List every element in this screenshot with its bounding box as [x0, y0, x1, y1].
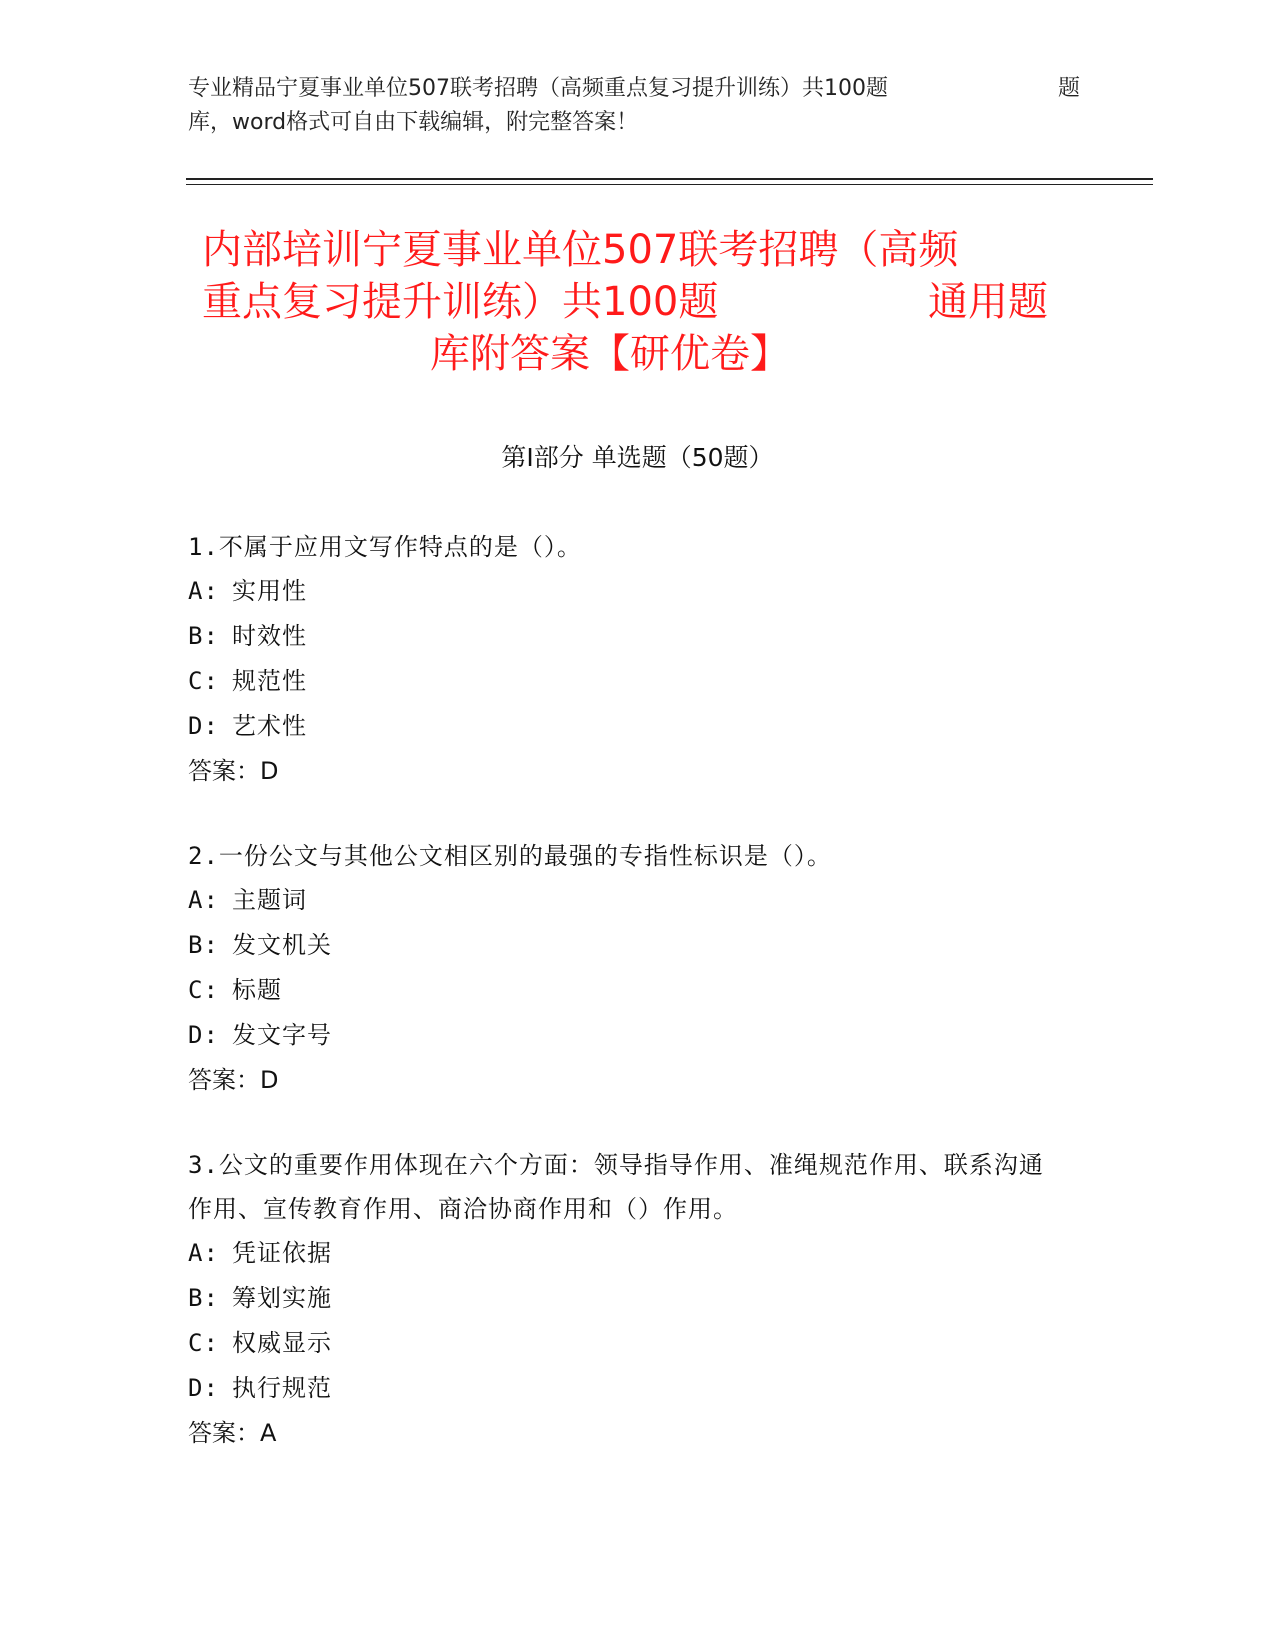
- header-note-line1-tail: 题: [1058, 76, 1081, 101]
- header-note-line1: [188, 72, 1088, 106]
- option-c: [188, 968, 1068, 1013]
- header-note: [188, 72, 1088, 140]
- answer-line: 答案：D: [188, 757, 279, 785]
- option-text: 发文字号: [232, 1021, 332, 1049]
- header-note-line1-text: 专业精品宁夏事业单位507联考招聘（高频重点复习提升训练）共100题: [188, 76, 888, 101]
- header-rule-thick: [186, 178, 1153, 180]
- option-text: 时效性: [232, 622, 307, 650]
- option-text: 主题词: [232, 886, 307, 914]
- option-key: D:: [188, 712, 219, 740]
- document-title: [190, 224, 1090, 380]
- title-line2: [190, 276, 1090, 328]
- answer-line: 答案：D: [188, 1066, 279, 1094]
- option-b: [188, 1276, 1068, 1321]
- option-key: D:: [188, 1021, 219, 1049]
- option-text: 实用性: [232, 577, 307, 605]
- header-note-line2: 库，word格式可自由下载编辑，附完整答案！: [188, 110, 639, 135]
- question-list: [188, 525, 1068, 1478]
- option-key: C:: [188, 976, 219, 1004]
- option-text: 筹划实施: [232, 1284, 332, 1312]
- section-heading: 第Ⅰ部分 单选题（50题）: [501, 443, 774, 472]
- option-key: B:: [188, 1284, 219, 1312]
- question-stem: 3.公文的重要作用体现在六个方面：领导指导作用、准绳规范作用、联系沟通作用、宣传教育作用、商洽协商作用和（）作用。: [188, 1151, 1044, 1223]
- option-key: A:: [188, 1239, 219, 1267]
- option-d: [188, 704, 1068, 749]
- option-key: C:: [188, 667, 219, 695]
- option-text: 规范性: [232, 667, 307, 695]
- option-key: A:: [188, 577, 219, 605]
- option-d: [188, 1366, 1068, 1411]
- question-item: [188, 834, 1068, 1103]
- title-line1: 内部培训宁夏事业单位507联考招聘（高频: [202, 227, 959, 273]
- question-stem: 1.不属于应用文写作特点的是（）。: [188, 533, 582, 561]
- option-key: D:: [188, 1374, 219, 1402]
- option-text: 权威显示: [232, 1329, 332, 1357]
- option-key: B:: [188, 622, 219, 650]
- answer-line: 答案：A: [188, 1419, 277, 1447]
- option-c: [188, 1321, 1068, 1366]
- option-a: [188, 878, 1068, 923]
- option-a: [188, 569, 1068, 614]
- option-key: B:: [188, 931, 219, 959]
- option-text: 凭证依据: [232, 1239, 332, 1267]
- option-key: A:: [188, 886, 219, 914]
- option-d: [188, 1013, 1068, 1058]
- title-line3: 库附答案【研优卷】: [430, 331, 790, 377]
- option-c: [188, 659, 1068, 704]
- option-text: 标题: [232, 976, 282, 1004]
- option-a: [188, 1231, 1068, 1276]
- option-text: 执行规范: [232, 1374, 332, 1402]
- title-line2-right: 通用题: [928, 279, 1048, 325]
- option-b: [188, 923, 1068, 968]
- option-key: C:: [188, 1329, 219, 1357]
- question-stem: 2.一份公文与其他公文相区别的最强的专指性标识是（）。: [188, 842, 832, 870]
- title-line2-left: 重点复习提升训练）共100题: [202, 279, 719, 325]
- option-b: [188, 614, 1068, 659]
- header-rule-thin: [186, 184, 1153, 185]
- question-item: [188, 1143, 1068, 1456]
- option-text: 发文机关: [232, 931, 332, 959]
- question-item: [188, 525, 1068, 794]
- option-text: 艺术性: [232, 712, 307, 740]
